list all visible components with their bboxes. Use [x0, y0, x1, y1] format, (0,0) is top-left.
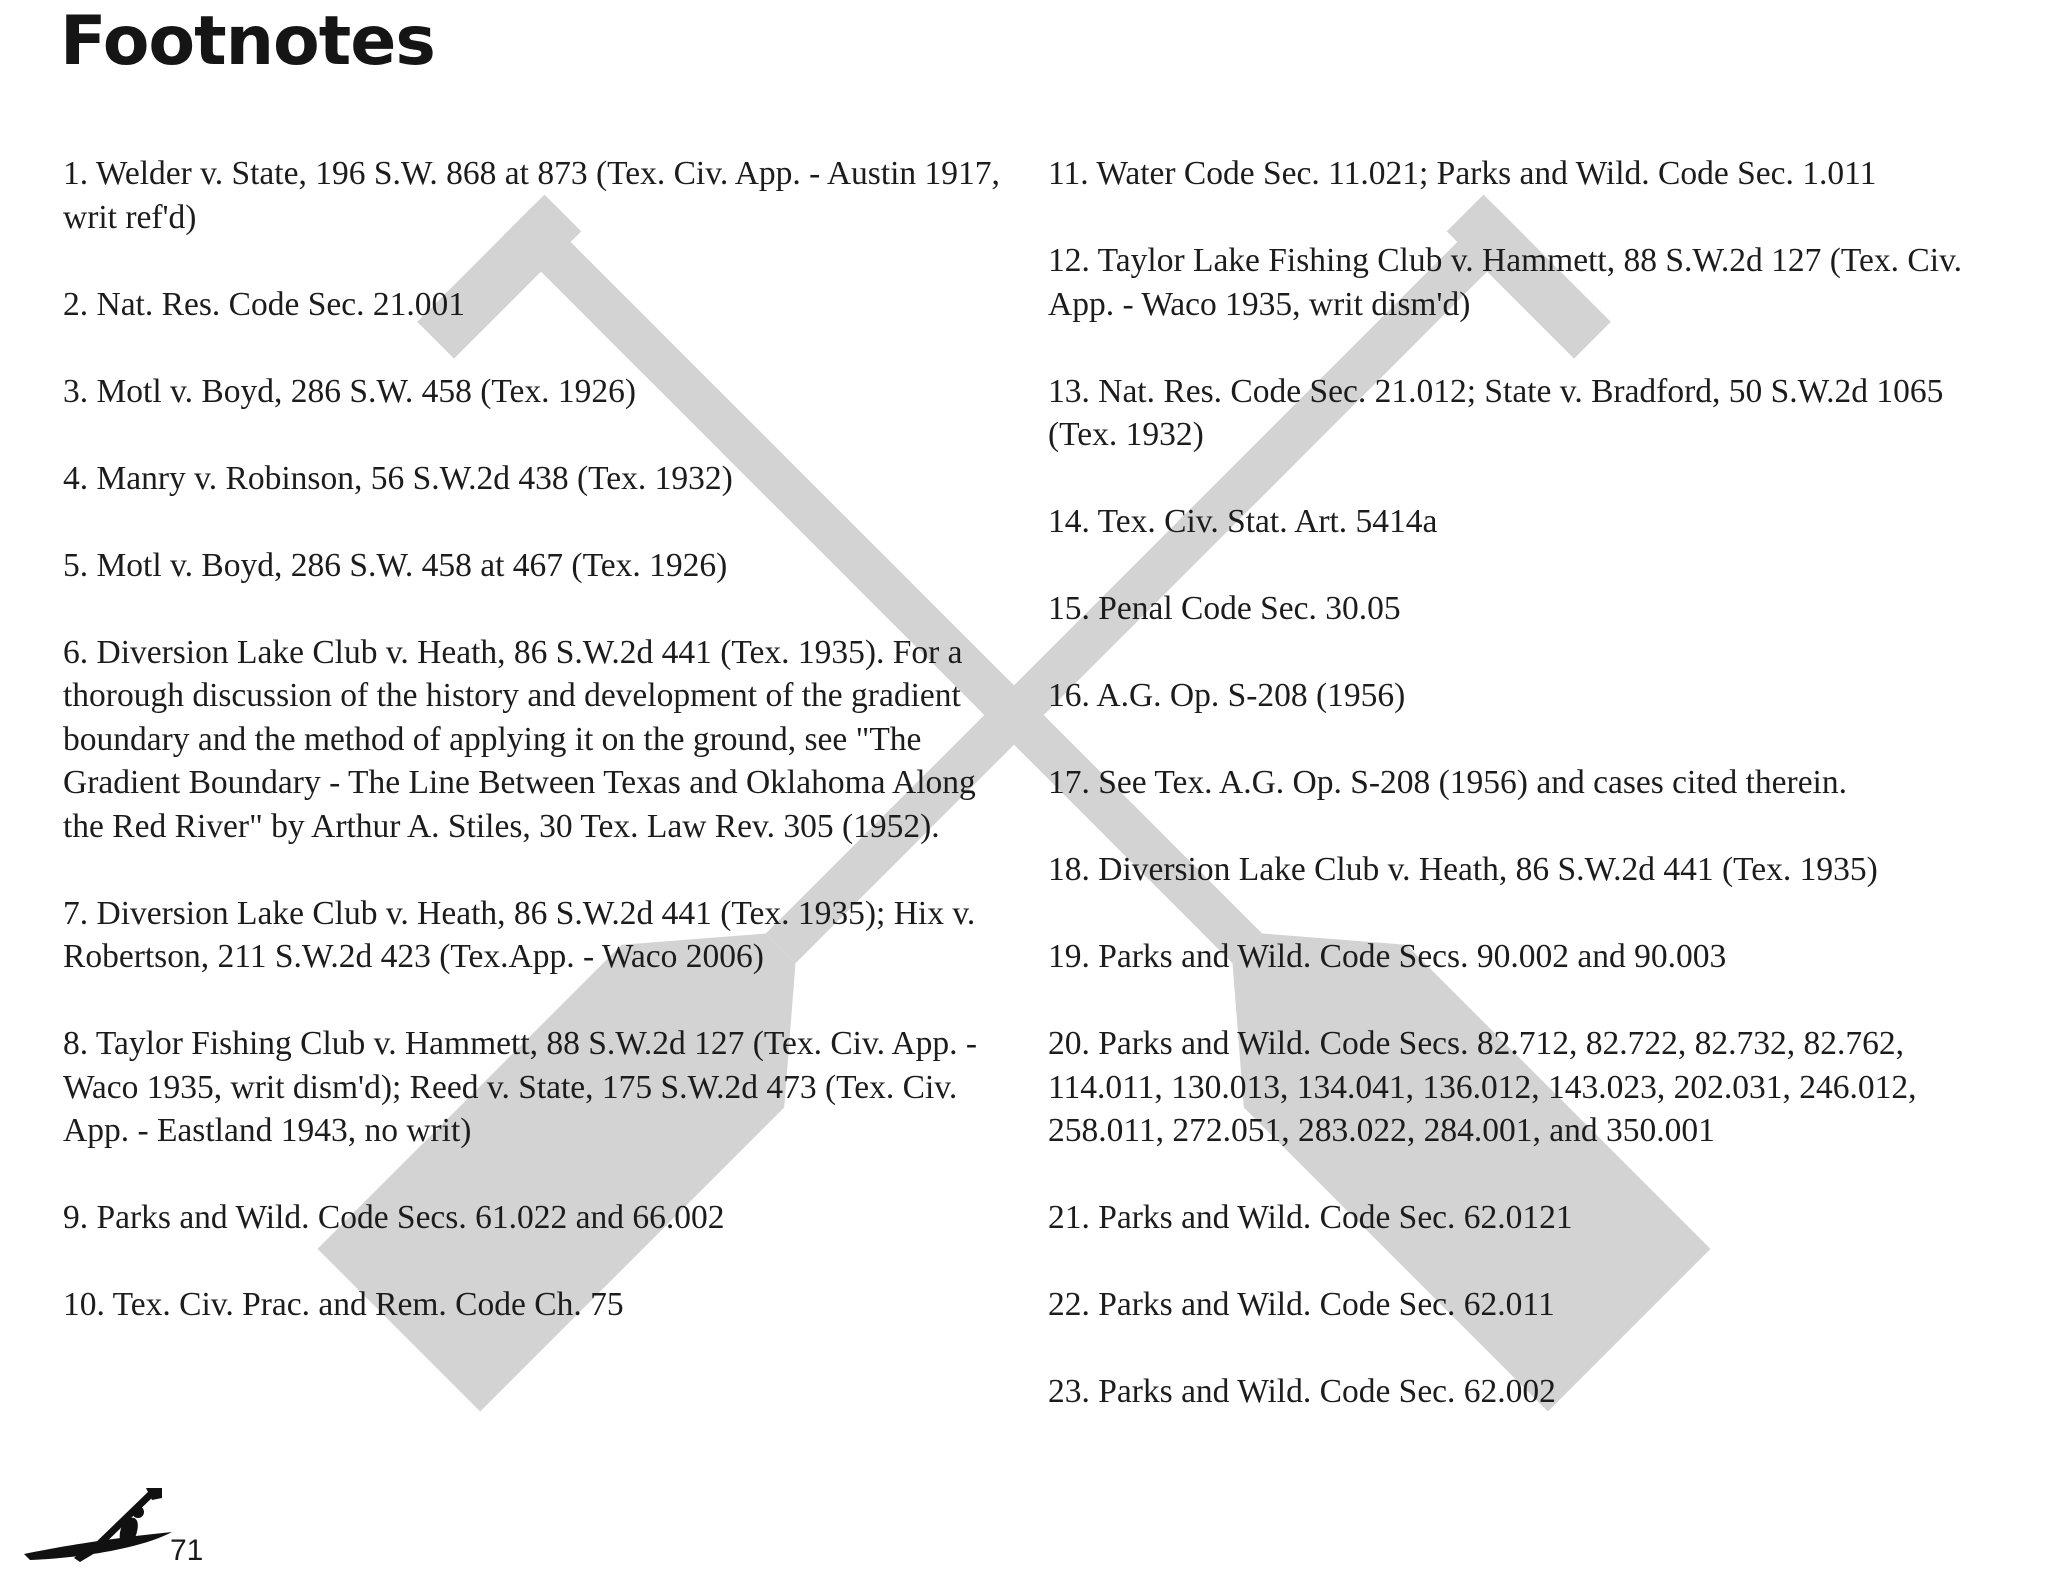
footnote-11: 11. Water Code Sec. 11.021; Parks and Wild. Code Sec. 1.011: [1048, 155, 1877, 192]
footnote-10: 10. Tex. Civ. Prac. and Rem. Code Ch. 75: [63, 1286, 624, 1323]
footnote-20: 20. Parks and Wild. Code Secs. 82.712, 82.722, 82.732, 82.762, 114.011, 130.013, 134.041, 136.012, 143.023, 202.031, 246.012, 258.011, 272.051, 283.022, 284.001, and 350.001: [1048, 1025, 1917, 1149]
footnote-21: 21. Parks and Wild. Code Sec. 62.0121: [1048, 1199, 1573, 1236]
footnote-18: 18. Diversion Lake Club v. Heath, 86 S.W.2d 441 (Tex. 1935): [1048, 851, 1878, 888]
footnote-16: 16. A.G. Op. S-208 (1956): [1048, 677, 1406, 714]
footnote-5: 5. Motl v. Boyd, 286 S.W. 458 at 467 (Tex. 1926): [63, 546, 728, 584]
kayaker-icon: [22, 1488, 182, 1568]
page-number: 71: [170, 1534, 204, 1567]
page-title: Footnotes: [60, 2, 435, 81]
footnote-6: 6. Diversion Lake Club v. Heath, 86 S.W.2d 441 (Tex. 1935). For a thorough discussion of the history and development of the gradient boundary and the method of applying it on the ground, see "The Gradient Boundary - The Line Between Texas and Oklahoma Along the Red River" by Arthur A. Stiles, 30 Tex. Law Rev. 305 (1952).: [63, 633, 976, 845]
footnote-12: 12. Taylor Lake Fishing Club v. Hammett, 88 S.W.2d 127 (Tex. Civ. App. - Waco 1935, writ dism'd): [1048, 242, 1963, 323]
footnotes-column-right: [1048, 152, 1978, 1457]
footnote-17: 17. See Tex. A.G. Op. S-208 (1956) and cases cited therein.: [1048, 764, 1847, 801]
footnote-13: 13. Nat. Res. Code Sec. 21.012; State v. Bradford, 50 S.W.2d 1065 (Tex. 1932): [1048, 372, 1944, 453]
footnote-23: 23. Parks and Wild. Code Sec. 62.002: [1048, 1373, 1556, 1410]
footnote-8: 8. Taylor Fishing Club v. Hammett, 88 S.W.2d 127 (Tex. Civ. App. - Waco 1935, writ dism'd); Reed v. State, 175 S.W.2d 473 (Tex. Civ. App. - Eastland 1943, no writ): [63, 1025, 978, 1149]
footnote-14: 14. Tex. Civ. Stat. Art. 5414a: [1048, 503, 1438, 540]
footnote-7: 7. Diversion Lake Club v. Heath, 86 S.W.2d 441 (Tex. 1935); Hix v. Robertson, 211 S.W.2d 423 (Tex.App. - Waco 2006): [63, 894, 976, 975]
footnote-4: 4. Manry v. Robinson, 56 S.W.2d 438 (Tex. 1932): [63, 459, 733, 497]
footnote-3: 3. Motl v. Boyd, 286 S.W. 458 (Tex. 1926): [63, 372, 637, 410]
footnote-19: 19. Parks and Wild. Code Secs. 90.002 and 90.003: [1048, 938, 1727, 975]
footnote-15: 15. Penal Code Sec. 30.05: [1048, 590, 1401, 627]
footnote-2: 2. Nat. Res. Code Sec. 21.001: [63, 285, 465, 323]
footnote-1: 1. Welder v. State, 196 S.W. 868 at 873 (Tex. Civ. App. - Austin 1917, writ ref'd): [63, 155, 1000, 236]
footnotes-column-left: [63, 152, 1003, 1370]
footnote-9: 9. Parks and Wild. Code Secs. 61.022 and 66.002: [63, 1199, 725, 1236]
footnote-22: 22. Parks and Wild. Code Sec. 62.011: [1048, 1286, 1555, 1323]
